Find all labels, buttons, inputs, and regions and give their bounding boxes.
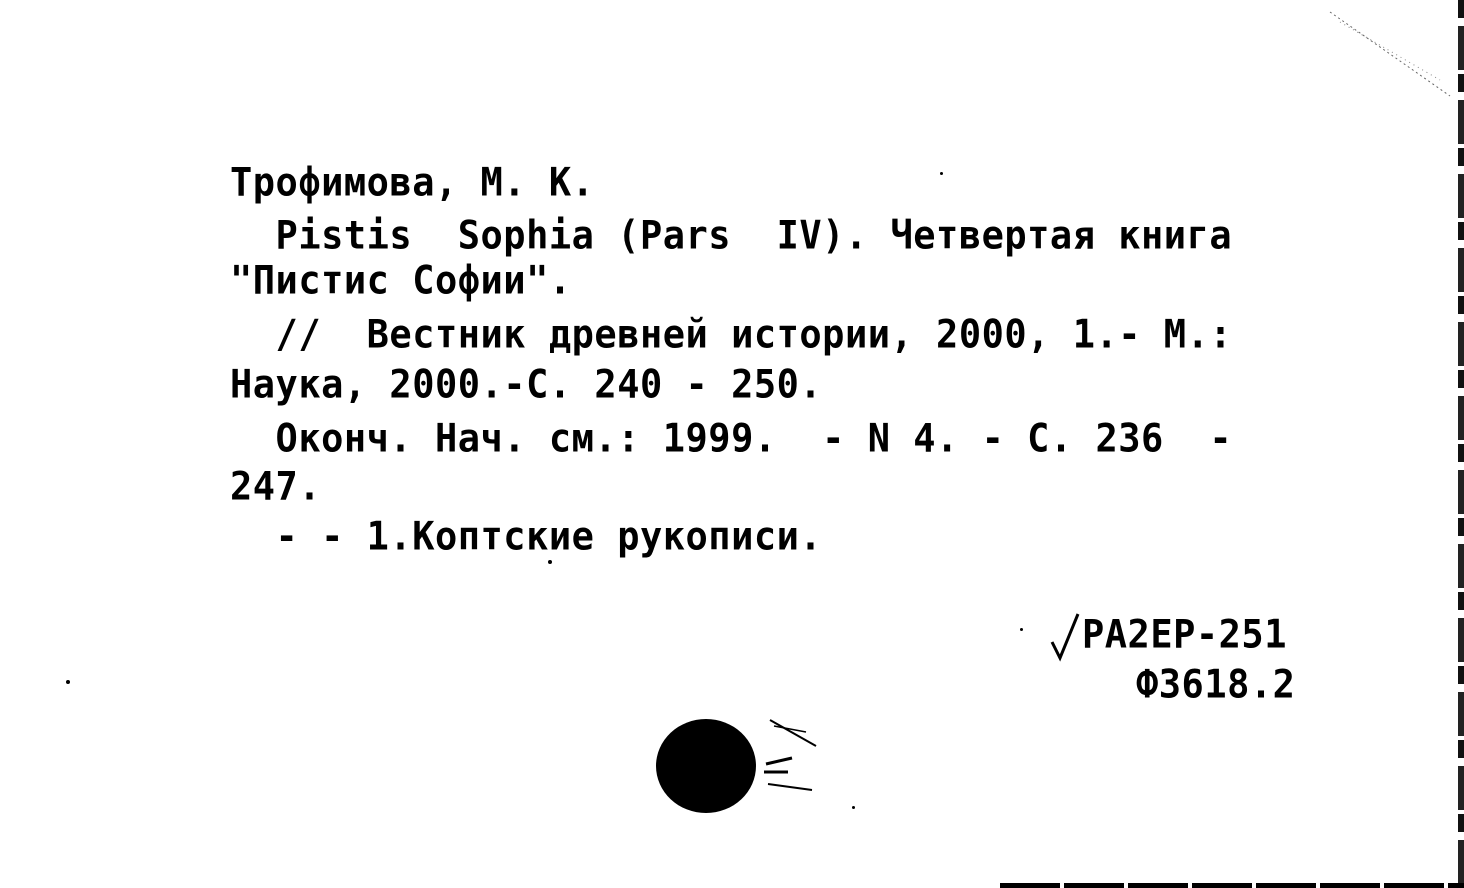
author-line: Трофимова, М. К. <box>230 160 595 206</box>
punch-hole-icon <box>656 718 760 814</box>
title-line-2: "Пистис Софии". <box>230 258 572 304</box>
note-line-2: 247. <box>230 464 322 510</box>
check-mark-icon <box>1050 612 1080 662</box>
card-edge-right <box>1458 0 1464 888</box>
title-line-1: Pistis Sophia (Pars IV). Четвертая книга <box>230 213 1233 259</box>
punch-debris-icon <box>756 712 826 798</box>
subject-heading: - - 1.Коптские рукописи. <box>230 514 823 560</box>
corner-scuff <box>1300 0 1458 110</box>
speck <box>548 560 552 564</box>
speck <box>1020 628 1023 631</box>
card-edge-bottom <box>1000 883 1464 888</box>
speck <box>852 806 855 809</box>
source-line-1: // Вестник древней истории, 2000, 1.- М.: <box>230 312 1233 358</box>
speck <box>940 172 943 175</box>
source-line-2: Наука, 2000.-С. 240 - 250. <box>230 362 823 408</box>
note-line-1: Оконч. Нач. см.: 1999. - N 4. - С. 236 - <box>230 416 1233 462</box>
speck <box>66 680 70 684</box>
catalog-number: Ф3618.2 <box>1136 662 1296 708</box>
shelf-mark: PA2EP-251 <box>1082 612 1287 658</box>
